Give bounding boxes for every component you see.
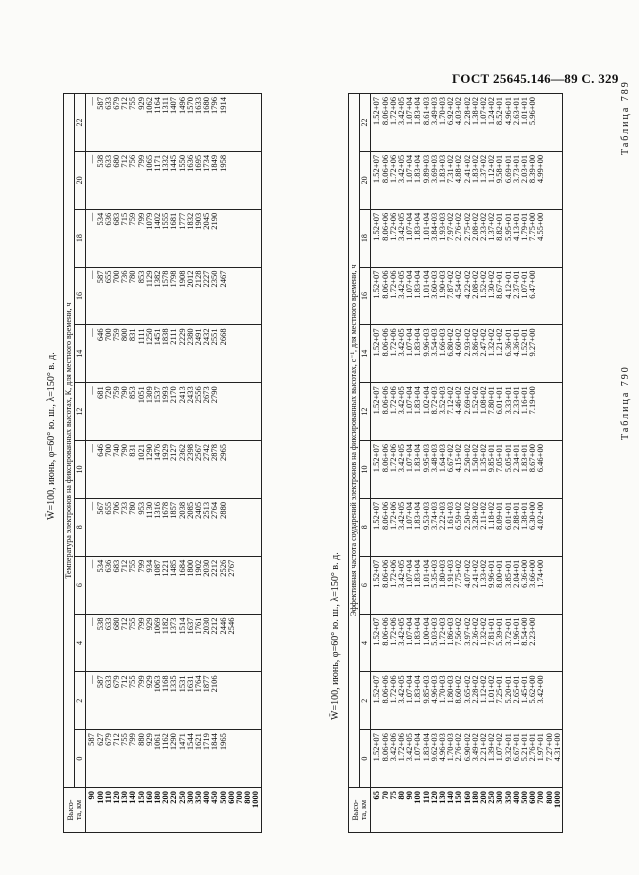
column-values-6: 1.52+07 8.06+06 1.72+06 3.42+05 1.07+04 1.83+04 1.01+04 5.35+03 1.80+03 1.91+03 7.75+02 4.07+02 2.41+02 1.33+02 9.96+01 8.00+01 3.85+01 2.04+01 6.36+00 3.66+00 1.74+00 [371,556,563,614]
table-790-body [371,94,563,833]
column-values-12: — 681 720 759 790 853 1051 1309 1537 1993 2170 2413 2433 2556 2673 2790 [86,383,261,441]
col-header-6: 6 [360,556,371,614]
col-header-4: 4 [360,614,371,672]
column-values-16: 1.52+07 8.06+06 1.72+06 3.42+05 1.07+04 1.83+04 1.01+04 3.60+03 1.90+03 7.87+02 4.54+02 4.22+02 2.08+02 1.52+02 1.30+02 8.67+01 4.12+01 2.37+01 1.07+01 6.47+00 [371,267,563,325]
table-789 [63,93,262,833]
col-header-8: 8 [75,498,86,556]
altitude-values: 90 100 110 120 130 140 150 160 180 200 220 250 300 350 400 450 500 600 700 800 1000 [86,788,261,833]
col-header-0: 0 [75,730,86,788]
table-789-col-headers [75,94,86,833]
col-header-22: 22 [75,94,86,152]
column-values-18: — 534 636 683 715 759 799 1079 1402 1555 1681 1777 1832 1903 2045 2190 [86,209,261,267]
page-header: ГОСТ 25645.146—89 С. 329 [452,71,619,86]
col-header-20: 20 [75,151,86,209]
column-values-16: — 587 655 700 736 780 853 1129 1382 1578 1798 1908 2012 2128 2227 2350 2467 [86,267,261,325]
table-790-subheader: Эффективная частота соударений электронов на фиксированных высотах, с⁻¹, для местного времени, ч [349,94,360,788]
table-789-subheader-row [64,94,75,833]
column-values-22: 1.52+07 8.06+06 1.72+06 3.42+05 1.07+04 1.83+04 8.61+03 3.49+03 1.70+03 6.92+02 4.03+02 2.28+02 1.38+02 1.07+02 1.24+02 8.52+01 4.96+01 2.63+01 1.01+01 5.96+00 [371,94,563,152]
col-header-10: 10 [75,441,86,499]
column-values-22: — 587 633 679 712 755 929 1062 1164 1311 1407 1496 1570 1633 1680 1796 1914 [86,94,261,152]
column-values-12: 1.52+07 8.06+06 1.72+06 3.42+05 1.07+04 1.83+04 1.02+04 8.72+03 3.52+03 7.12+02 4.46+02 2.69+02 1.52+02 1.08+02 7.80+01 6.01+01 3.33+01 2.33+01 1.16+01 7.19+00 [371,383,563,441]
column-values-18: 1.52+07 8.06+06 1.72+06 3.42+05 1.07+04 1.83+04 1.01+04 3.84+03 1.93+03 7.97+02 2.76+02 2.75+02 2.08+02 2.33+02 1.37+02 8.82+01 5.95+01 4.13+01 1.79+01 7.75+00 4.55+00 [371,209,563,267]
column-values-10: 1.52+07 8.06+06 1.72+06 3.42+05 1.07+04 1.83+04 9.95+03 3.48+03 1.64+03 6.67+02 4.15+02 2.50+02 1.50+02 1.35+02 9.85+01 7.05+01 5.05+01 2.34+01 1.83+01 8.67+00 6.46+00 [371,441,563,499]
col-header-0: 0 [360,730,371,788]
table-789-subheader: Температура электронов на фиксированных высотах, К, для местного времени, ч [64,94,75,788]
column-values-8: 1.52+07 8.06+06 1.72+06 3.42+05 1.07+04 1.83+04 9.53+03 3.74+03 2.22+03 1.61+03 6.59+02 2.50+02 3.28+02 2.11+02 1.18+02 8.09+01 6.01+01 2.88+01 1.38+01 6.30+00 4.02+00 [371,498,563,556]
col-header-4: 4 [75,614,86,672]
col-header-14: 14 [360,325,371,383]
col-header-18: 18 [75,209,86,267]
col-header-16: 16 [360,267,371,325]
column-values-4: — 538 633 680 712 755 799 929 1069 1182 1373 1514 1637 1761 2030 2212 2446 2546 [86,614,261,672]
col-header-22: 22 [360,94,371,152]
table-790-caption: W̄=100, июнь, φ=60° ю. ш., λ=150° в. д. [330,552,341,720]
column-values-2: — 587 633 679 712 755 799 929 1063 1168 1335 1531 1631 1764 1877 2106 [86,672,261,730]
table-number-789: Таблица 789 [620,80,631,155]
col-header-18: 18 [360,209,371,267]
col-header-10: 10 [360,441,371,499]
table-790-subheader-row [349,94,360,833]
col-header-12: 12 [75,383,86,441]
column-values-14: 1.52+07 8.06+06 1.72+06 3.42+05 1.07+04 1.83+04 9.96+03 3.54+03 1.66+03 6.80+02 4.60+02 2.93+02 3.86+02 2.47+02 1.32+02 1.21+02 6.36+01 4.36+01 1.52+01 9.27+00 [371,325,563,383]
column-values-4: 1.52+07 8.06+06 1.72+06 3.42+05 1.07+04 1.83+04 1.00+04 5.03+03 1.72+03 1.86+03 7.56+02 3.97+02 2.36+02 1.32+02 7.81+01 5.39+01 3.72+01 1.96+01 8.54+00 2.23+00 [371,614,563,672]
col-header-8: 8 [360,498,371,556]
column-values-0: 587 627 679 712 755 799 880 929 1061 1162 1290 1471 1544 1621 1719 1844 1965 [86,730,261,788]
column-values-20: 1.52+07 8.06+06 1.72+06 3.42+05 1.07+04 1.83+04 9.89+03 3.69+03 1.83+03 7.31+02 4.88+02 2.41+02 1.83+02 1.37+02 1.12+02 9.58+01 6.69+01 3.73+01 2.03+01 8.39+00 4.99+00 [371,151,563,209]
altitude-values: 65 70 75 80 90 100 110 120 130 140 150 160 180 200 250 300 350 400 500 600 700 800 1000 [371,788,563,833]
col-header-12: 12 [360,383,371,441]
column-values-8: — 567 655 706 733 780 953 1130 1316 1678 1857 2038 2085 2405 2513 2764 2880 [86,498,261,556]
column-values-20: — 538 633 680 712 756 799 1065 1171 1332 1445 1550 1636 1695 1734 1849 1958 [86,151,261,209]
table-790 [348,93,563,833]
column-values-0: 1.52+07 8.06+06 3.42+06 1.72+06 3.42+05 1.07+04 1.83+04 9.62+03 4.96+03 1.70+03 2.76+02 6.90+02 3.49+02 2.21+02 1.39+02 1.07+02 9.32+01 6.67+01 5.21+01 2.76+01 1.97+01 7.27+00 4.31+00 [371,730,563,788]
col-header-14: 14 [75,325,86,383]
altitude-header: Высо- та, км [64,788,86,833]
column-values-2: 1.52+07 8.06+06 1.72+06 3.42+05 1.07+04 1.83+04 9.85+03 4.96+03 1.70+03 1.80+03 8.60+02 3.65+02 2.28+02 1.12+02 1.01+02 7.25+01 5.20+01 2.65+01 1.45+01 5.62+00 3.42+00 [371,672,563,730]
col-header-16: 16 [75,267,86,325]
table-789-body [86,94,261,833]
col-header-6: 6 [75,556,86,614]
table-790-col-headers [360,94,371,833]
column-values-6: — 534 636 683 712 755 799 934 1087 1221 1485 1684 1800 1902 2030 2212 2526 2767 [86,556,261,614]
col-header-2: 2 [75,672,86,730]
col-header-2: 2 [360,672,371,730]
column-values-14: — 646 700 759 800 831 1111 1250 1451 1838 2111 2229 2380 2491 2432 2551 2668 [86,325,261,383]
table-789-caption: W̄=100, июнь, φ=60° ю. ш., λ=150° в. д. [46,352,57,520]
altitude-header: Высо- та, км [349,788,371,833]
column-values-10: — 646 700 740 790 831 1021 1290 1476 1929 2127 2362 2398 2567 2742 2878 2965 [86,441,261,499]
table-number-790: Таблица 790 [620,365,631,440]
col-header-20: 20 [360,151,371,209]
